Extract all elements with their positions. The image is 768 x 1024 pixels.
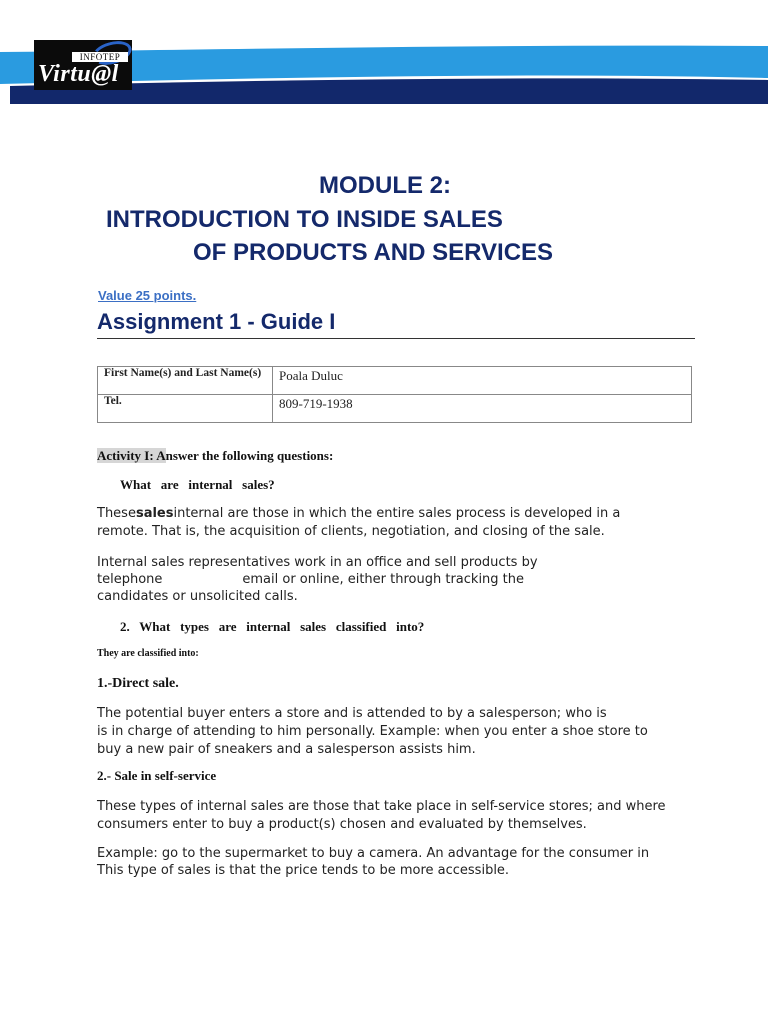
question-2: 2. What types are internal sales classified into? xyxy=(120,619,425,634)
logo-text-top: INFOTEP xyxy=(72,52,128,62)
value-points-link[interactable]: Value 25 points. xyxy=(98,288,197,303)
answer-1-line-1 xyxy=(97,505,697,522)
direct-sale-line-2: is in charge of attending to him personally. Example: when you enter a shoe store to xyxy=(97,724,648,739)
answer-1-bold-word: sales xyxy=(135,506,174,521)
module-subtitle-line1: INTRODUCTION TO INSIDE SALES xyxy=(106,206,503,233)
question-1: What are internal sales? xyxy=(120,477,275,492)
heading-self-service: 2.- Sale in self-service xyxy=(97,768,217,783)
answer-1-rest: internal are those in which the entire sales process is developed in a xyxy=(173,506,621,521)
name-value[interactable]: Poala Duluc xyxy=(273,367,692,395)
table-row xyxy=(98,395,692,423)
phone-label: Tel. xyxy=(98,395,273,423)
example-line-1: Example: go to the supermarket to buy a camera. An advantage for the consumer in xyxy=(97,846,650,861)
answer-2-right: email or online, either through tracking the xyxy=(242,572,525,587)
answer-2-line-3: candidates or unsolicited calls. xyxy=(97,589,298,604)
answer-1-line-2: remote. That is, the acquisition of clients, negotiation, and closing of the sale. xyxy=(97,524,605,539)
answer-2-line-2 xyxy=(97,571,697,588)
answer-2-line-1: Internal sales representatives work in an office and sell products by xyxy=(97,555,538,570)
answer-1-prefix: These xyxy=(97,506,136,521)
assignment-title: Assignment 1 - Guide I xyxy=(97,309,336,334)
self-service-line-2: consumers enter to buy a product(s) chosen and evaluated by themselves. xyxy=(97,817,587,832)
activity-heading-highlight: Activity I: A xyxy=(97,448,166,463)
phone-value[interactable]: 809-719-1938 xyxy=(273,395,692,423)
example-line-2: This type of sales is that the price tends to be more accessible. xyxy=(97,863,510,878)
student-info-table xyxy=(97,366,692,423)
module-title: MODULE 2: xyxy=(319,172,451,199)
logo-text-main: Virtu@l xyxy=(38,61,119,87)
answer-2-left: telephone xyxy=(97,572,163,587)
activity-heading xyxy=(97,448,333,464)
name-label: First Name(s) and Last Name(s) xyxy=(98,367,273,395)
module-subtitle-line2: OF PRODUCTS AND SERVICES xyxy=(193,239,554,266)
infotep-virtual-logo xyxy=(34,40,132,90)
heading-direct-sale: 1.-Direct sale. xyxy=(97,676,179,691)
table-row xyxy=(98,367,692,395)
title-divider xyxy=(97,338,695,339)
classified-intro: They are classified into: xyxy=(97,648,199,659)
direct-sale-line-3: buy a new pair of sneakers and a salesperson assists him. xyxy=(97,742,476,757)
self-service-line-1: These types of internal sales are those that take place in self-service stores; and where xyxy=(97,799,666,814)
direct-sale-line-1: The potential buyer enters a store and is attended to by a salesperson; who is xyxy=(97,706,607,721)
activity-heading-rest: nswer the following questions: xyxy=(165,448,334,463)
